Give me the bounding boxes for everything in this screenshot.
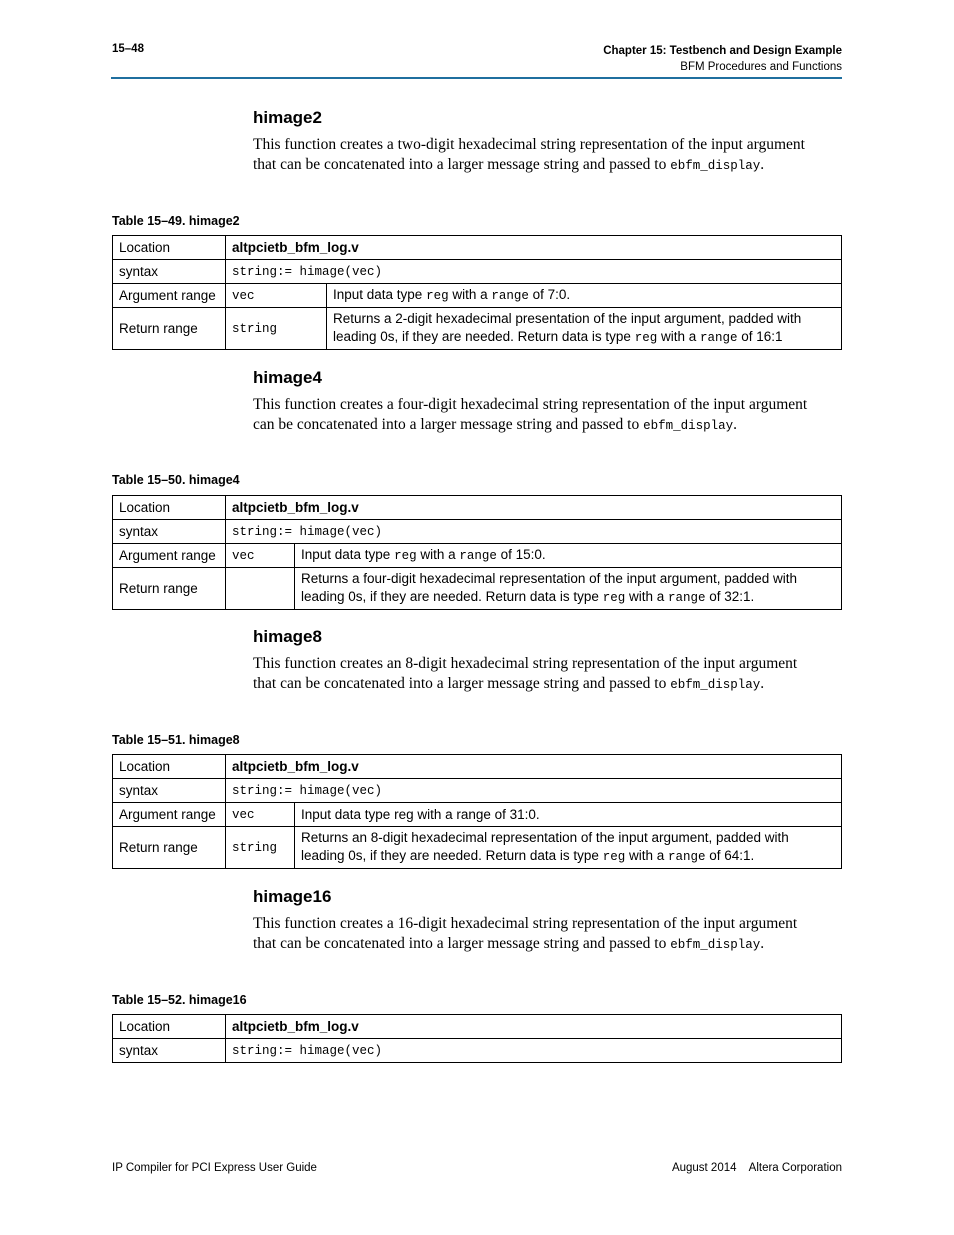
section-heading: himage2 bbox=[253, 108, 322, 127]
syntax-label: syntax bbox=[113, 1039, 226, 1063]
page-number: 15–48 bbox=[112, 43, 144, 55]
table-caption: Table 15–50. himage4 bbox=[112, 473, 240, 487]
paragraph-code: ebfm_display bbox=[670, 938, 761, 952]
syntax-label: syntax bbox=[113, 520, 226, 544]
table-caption: Table 15–51. himage8 bbox=[112, 733, 240, 747]
syntax-value: string:= himage(vec) bbox=[226, 520, 842, 544]
argument-name: vec bbox=[226, 803, 295, 827]
paragraph-text: This function creates an 8-digit hexadecimal string representation of the input argument that can be concatenated into a larger message string and passed to bbox=[253, 655, 798, 692]
section-himage16 bbox=[253, 887, 813, 955]
return-label: Return range bbox=[113, 308, 226, 350]
paragraph-text: This function creates a 16-digit hexadecimal string representation of the input argument that can be concatenated into a larger message string and passed to bbox=[253, 915, 798, 952]
section-himage2 bbox=[253, 108, 813, 176]
argument-label: Argument range bbox=[113, 284, 226, 308]
paragraph-end: . bbox=[760, 935, 765, 952]
argument-name: vec bbox=[226, 284, 327, 308]
section-paragraph bbox=[253, 914, 813, 955]
paragraph-text: This function creates a four-digit hexadecimal string representation of the input argument can be concatenated into a larger message string and passed to bbox=[253, 396, 808, 433]
table-row bbox=[113, 779, 842, 803]
location-value: altpcietb_bfm_log.v bbox=[226, 496, 842, 520]
chapter-title: Chapter 15: Testbench and Design Example bbox=[603, 45, 842, 57]
syntax-value: string:= himage(vec) bbox=[226, 260, 842, 284]
table-row bbox=[113, 496, 842, 520]
syntax-label: syntax bbox=[113, 260, 226, 284]
argument-label: Argument range bbox=[113, 803, 226, 827]
return-name: string bbox=[226, 827, 295, 869]
table-caption: Table 15–49. himage2 bbox=[112, 214, 240, 228]
argument-description: Input data type reg with a range of 31:0. bbox=[295, 803, 842, 827]
table-caption: Table 15–52. himage16 bbox=[112, 993, 247, 1007]
location-label: Location bbox=[113, 496, 226, 520]
location-label: Location bbox=[113, 1015, 226, 1039]
table-himage2 bbox=[112, 235, 842, 350]
table-row bbox=[113, 755, 842, 779]
table-himage16 bbox=[112, 1014, 842, 1063]
table-row bbox=[113, 308, 842, 350]
section-paragraph bbox=[253, 135, 813, 176]
paragraph-text: This function creates a two-digit hexadecimal string representation of the input argument that can be concatenated into a larger message string and passed to bbox=[253, 136, 805, 173]
return-name: string bbox=[226, 308, 327, 350]
location-value: altpcietb_bfm_log.v bbox=[226, 236, 842, 260]
table-row bbox=[113, 260, 842, 284]
section-paragraph bbox=[253, 395, 813, 436]
footer-date-company: August 2014 Altera Corporation bbox=[671, 1162, 842, 1174]
table-row bbox=[113, 544, 842, 568]
header-rule bbox=[111, 77, 842, 79]
section-himage8 bbox=[253, 627, 813, 695]
table-himage8 bbox=[112, 754, 842, 869]
return-label: Return range bbox=[113, 827, 226, 869]
location-label: Location bbox=[113, 236, 226, 260]
section-heading: himage8 bbox=[253, 627, 322, 646]
paragraph-end: . bbox=[760, 675, 765, 692]
location-value: altpcietb_bfm_log.v bbox=[226, 1015, 842, 1039]
footer-guide-title: IP Compiler for PCI Express User Guide bbox=[112, 1162, 317, 1174]
argument-name: vec bbox=[226, 544, 295, 568]
argument-description: Input data type reg with a range of 7:0. bbox=[327, 284, 842, 308]
return-name bbox=[226, 568, 295, 610]
table-row bbox=[113, 520, 842, 544]
table-row bbox=[113, 1039, 842, 1063]
syntax-label: syntax bbox=[113, 779, 226, 803]
return-description: Returns an 8-digit hexadecimal representation of the input argument, padded with leading 0s, if they are needed. Return data is type reg with a range of 64:1. bbox=[295, 827, 842, 869]
syntax-value: string:= himage(vec) bbox=[226, 1039, 842, 1063]
return-label: Return range bbox=[113, 568, 226, 610]
table-row bbox=[113, 1015, 842, 1039]
return-description: Returns a four-digit hexadecimal representation of the input argument, padded with leading 0s, if they are needed. Return data is type reg with a range of 32:1. bbox=[295, 568, 842, 610]
section-himage4 bbox=[253, 368, 813, 436]
table-row bbox=[113, 803, 842, 827]
argument-description: Input data type reg with a range of 15:0. bbox=[295, 544, 842, 568]
paragraph-end: . bbox=[760, 156, 765, 173]
section-title: BFM Procedures and Functions bbox=[680, 61, 842, 73]
running-header bbox=[603, 43, 842, 75]
return-description: Returns a 2-digit hexadecimal presentation of the input argument, padded with leading 0s, if they are needed. Return data is type reg with a range of 16:1 bbox=[327, 308, 842, 350]
paragraph-code: ebfm_display bbox=[670, 159, 761, 173]
location-value: altpcietb_bfm_log.v bbox=[226, 755, 842, 779]
paragraph-code: ebfm_display bbox=[670, 678, 761, 692]
paragraph-end: . bbox=[733, 416, 737, 433]
table-row bbox=[113, 236, 842, 260]
syntax-value: string:= himage(vec) bbox=[226, 779, 842, 803]
table-row bbox=[113, 568, 842, 610]
section-heading: himage4 bbox=[253, 368, 322, 387]
section-paragraph bbox=[253, 654, 813, 695]
section-heading: himage16 bbox=[253, 887, 332, 906]
location-label: Location bbox=[113, 755, 226, 779]
argument-label: Argument range bbox=[113, 544, 226, 568]
table-row bbox=[113, 827, 842, 869]
paragraph-code: ebfm_display bbox=[643, 419, 734, 433]
table-row bbox=[113, 284, 842, 308]
table-himage4 bbox=[112, 495, 842, 610]
